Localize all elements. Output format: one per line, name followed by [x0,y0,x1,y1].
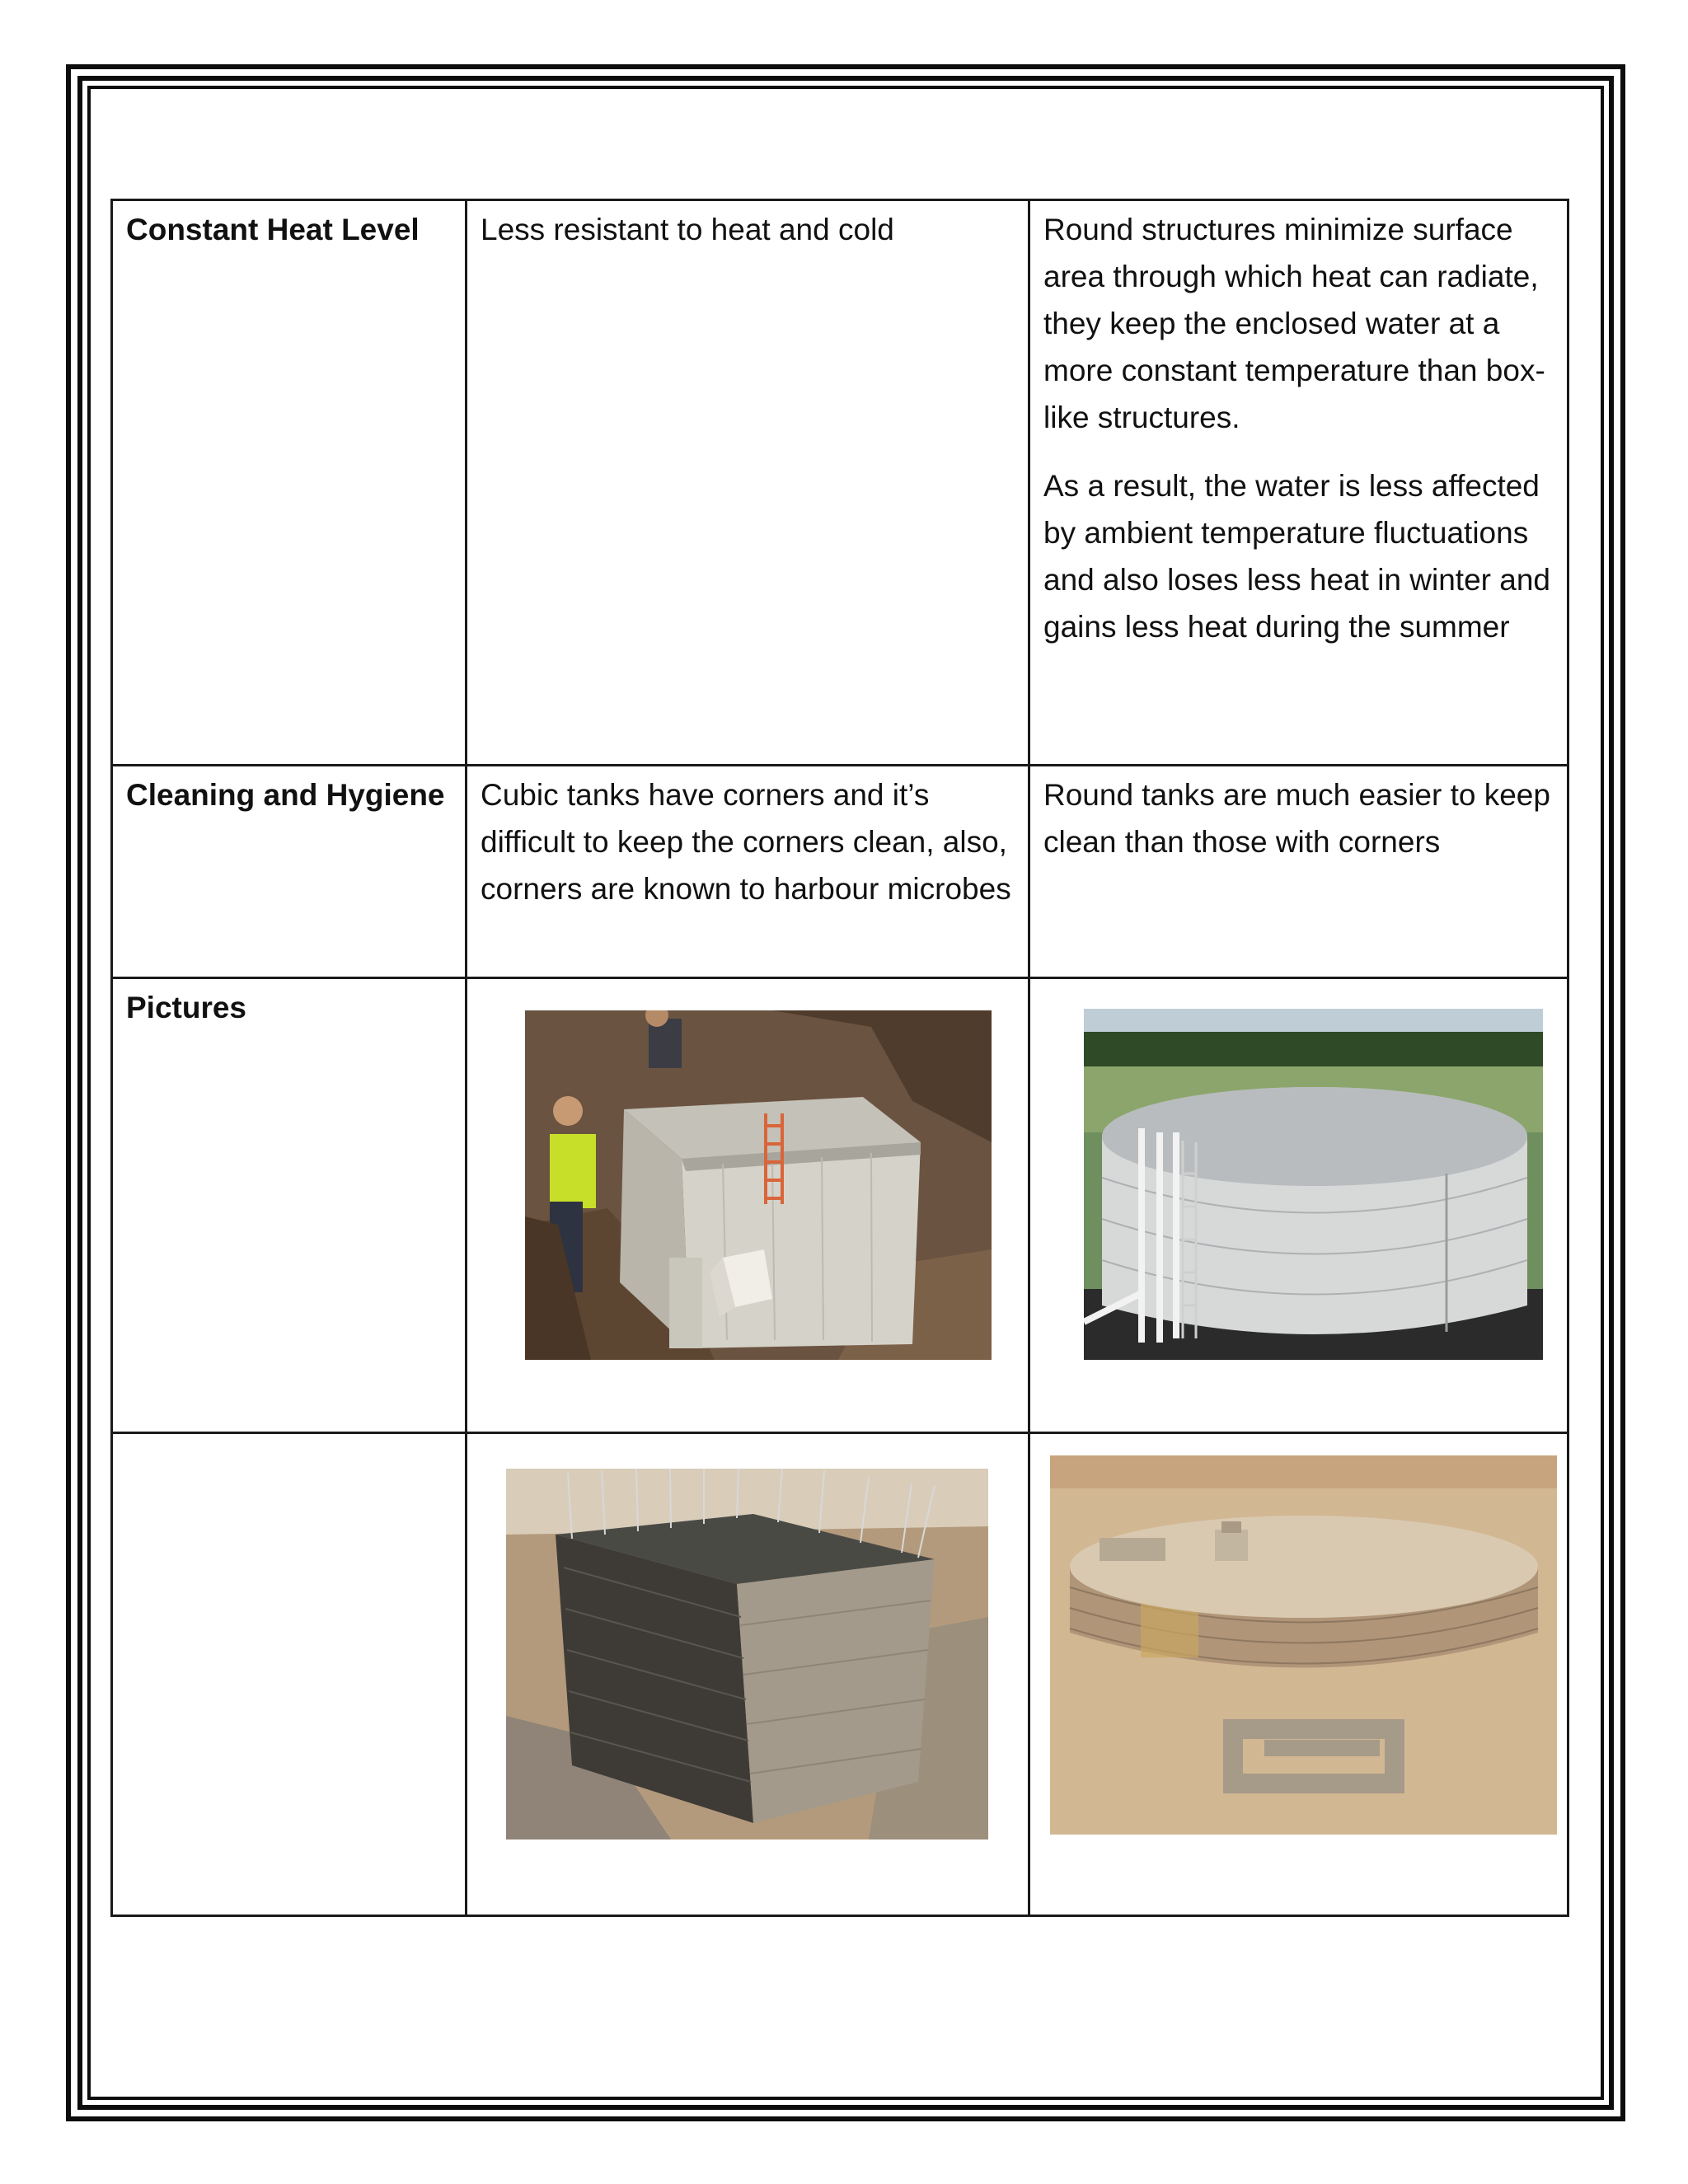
row-label-cleaning-and-hygiene: Cleaning and Hygiene [126,778,445,812]
round-masonry-tank-photo [1050,1455,1557,1835]
round-tank-cell [1029,766,1568,978]
comparison-table [110,199,1569,1917]
row-label-cell [112,978,467,1433]
row-label-cell [112,1433,467,1916]
cubic-concrete-tank-photo [525,1010,992,1360]
cubic-formwork-tank-photo [506,1469,988,1840]
cubic-tank-hygiene-text: Cubic tanks have corners and it’s difficult to keep the corners clean, also, corners are known to harbour microbes [481,778,1011,906]
row-label-empty [113,1434,465,1439]
round-steel-tank-photo [1084,1009,1543,1360]
row-label-constant-heat-level: Constant Heat Level [126,213,420,246]
row-label-pictures: Pictures [126,991,247,1024]
row-label-cell [112,200,467,766]
round-tank-heat-paragraph: As a result, the water is less affected by ambient temperature fluctuations and also loses less heat in winter and gains less heat during the summer [1043,469,1550,644]
round-tank-cell [1029,200,1568,766]
round-tank-heat-text [1030,201,1567,650]
table-row [112,766,1568,978]
cubic-tank-cell [467,200,1029,766]
table-row [112,200,1568,766]
cubic-tank-photo-cell [467,978,1029,1433]
round-tank-photo-cell [1029,1433,1568,1916]
table-row [112,978,1568,1433]
table-row [112,1433,1568,1916]
round-tank-hygiene-text: Round tanks are much easier to keep clean than those with corners [1043,778,1550,859]
cubic-tank-heat-text: Less resistant to heat and cold [481,213,894,246]
round-tank-heat-paragraph: Round structures minimize surface area through which heat can radiate, they keep the enclosed water at a more constant temperature than box-like structures. [1043,213,1545,434]
cubic-tank-cell [467,766,1029,978]
round-tank-photo-cell [1029,978,1568,1433]
row-label-cell [112,766,467,978]
cubic-tank-photo-cell [467,1433,1029,1916]
